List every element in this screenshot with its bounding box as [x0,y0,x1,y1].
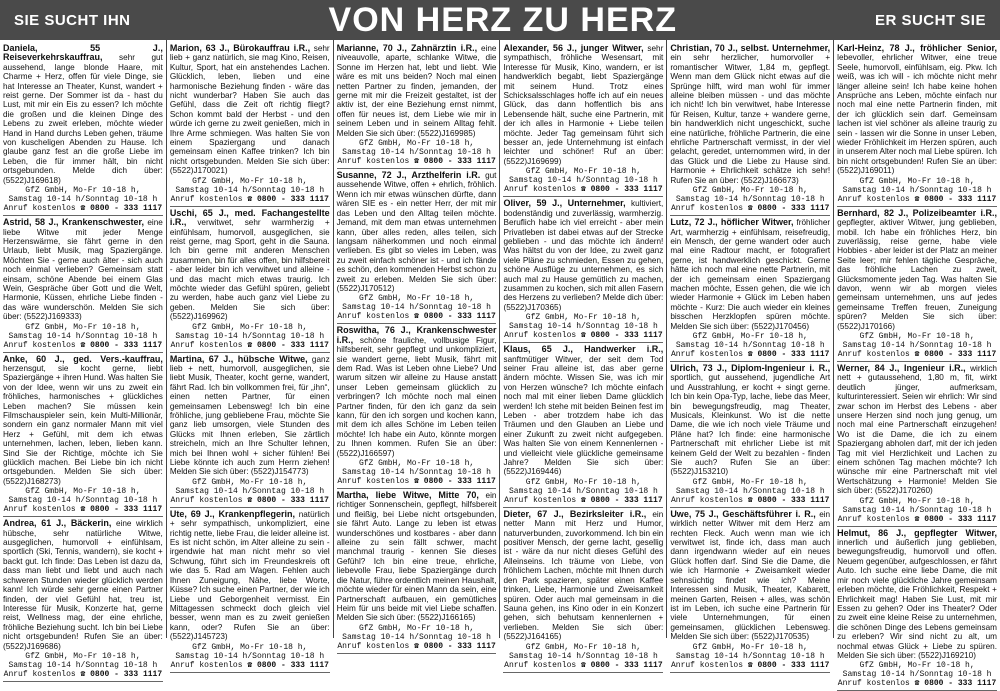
kostenlos-label: kostenlos [366,157,410,167]
ad-heading: Werner, 84 J., Ingenieur i.R., [837,362,966,373]
anruf-label: Anruf [837,514,862,524]
contact-phone-line [837,195,997,204]
contact-hours: Samstag 10-14 h/Sonntag 10-18 h [175,331,325,341]
ad-heading: Susanne, 72 J., Arzthelferin i.R. [336,170,481,181]
ad-text: eine niveauvolle, aparte, schlanke Witwe, die Sonne im Herzen hat, lebt und liebt. Wie wäre es mit uns beiden? Noch mal einen netten Partner zu finden, jemanden, der gerne mit mir die Freizeit gestaltet, ist der aktiv ist, der eine Beziehung ernst nimmt, offen für neues ist, dem Liebe wie mir in seinem Leben und in seinem Alltag fehlt. Melden Sie sich über: (5522)J169985) [336,44,497,138]
anruf-label: Anruf [670,204,695,214]
personal-ad [337,489,497,654]
contact-block [503,313,663,340]
contact-phone-line [503,185,663,194]
kostenlos-label: kostenlos [532,331,577,341]
contact-line: GfZ GmbH, Mo-Fr 10-18 h, [525,477,641,487]
kostenlos-label: kostenlos [532,660,577,670]
personal-ad [503,508,663,673]
contact-line: GfZ GmbH, Mo-Fr 10-18 h, [692,642,808,652]
contact-line: GfZ GmbH, Mo-Fr 10-18 h, [692,477,808,487]
phone-number[interactable]: ☎ 0800 - 333 1117 [247,340,329,350]
anruf-label: Anruf [670,349,695,359]
contact-hours: Samstag 10-14 h/Sonntag 10-18 h [342,632,491,642]
phone-number[interactable]: ☎ 0800 - 333 1117 [581,495,663,505]
contact-hours: Samstag 10-14 h/Sonntag 10-18 h [508,486,658,496]
contact-hours: Samstag 10-14 h/Sonntag 10-18 h [342,303,491,313]
contact-phone-line [670,204,830,213]
phone-number[interactable]: ☎ 0800 - 333 1117 [581,331,663,341]
kostenlos-label: kostenlos [699,495,744,505]
ad-heading: Uwe, 75 J., Geschäftsführer i. R., [670,508,816,519]
kostenlos-label: kostenlos [366,477,410,487]
contact-hours: Samstag 10-14 h/Sonntag 10-18 h [508,322,658,332]
ad-heading: Bernhard, 82 J., Polizeibeamter i.R., [837,207,997,218]
contact-hours: Samstag 10-14 h/Sonntag 10-18 h [8,496,158,506]
personal-ad [837,42,997,207]
ad-heading: Marion, 63 J., Bürokauffrau i.R., [169,43,311,53]
personal-ad [337,42,497,169]
contact-block [670,478,830,505]
contact-line: GfZ GmbH, Mo-Fr 10-18 h, [358,294,475,304]
phone-number[interactable]: ☎ 0800 - 333 1117 [747,495,830,505]
contact-phone-line [670,661,830,670]
personal-ad [3,42,163,216]
contact-phone-line [837,515,997,524]
page-title: VON HERZ ZU HERZ [328,1,677,39]
phone-number[interactable]: ☎ 0800 - 333 1117 [914,514,997,524]
contact-block [503,167,663,194]
personal-ad [670,508,830,673]
contact-phone-line [3,670,163,679]
contact-line: GfZ GmbH, Mo-Fr 10-18 h, [192,642,308,652]
anruf-label: Anruf [3,204,28,214]
contact-hours: Samstag 10-14 h/Sonntag 10-18 h [675,195,825,205]
ad-text: ein richtiger Sonnenschein, gepflegt, hilfsbereit und fleißig, bei Liebe nicht ortsgebunden, sie fährt Auto. Lange zu leben ist etwas wunderschönes und kostbares - aber dann alleine zu sein fällt schwer, macht manchmal traurig - kennen Sie dieses Gefühl? Ich bin eine treue, ehrliche, liebevolle Frau, liebe Spaziergänge durch die Natur, führe ordentlich meinen Haushalt, möchte wieder für einen Mann da sein, eine Partnerschaft aufbauen, ein gemütliches Heim für uns beide mit viel Liebe schaffen. Melden Sie sich über: (5522)J166165) [336,491,497,623]
ad-heading: Anke, 60 J., ged. Vers.-kauffrau, [3,353,163,364]
personal-ad [837,527,997,691]
contact-phone-line [3,505,163,514]
ad-text: eine wirklich hübsche, sehr natürliche Witwe, ausgeglichen, humorvoll + einfühlsam, sportlich (Ski, Tennis, wandern), sie kocht + backt gut. Ich finde: Das Leben ist dazu da, dass man liebt und liebt und auch nach schweren Stunden wieder glücklich werden kann! Ich würde sehr gerne einen Partner finden, der viel Gefühl hat, treu ist, Interesse für Musik, Konzerte hat, gerne reist, Wellness mag, der eine ehrliche, fröhliche Beziehung sucht. Ich bin bei Liebe nicht ortsgebunden! Rufen Sie an über: (5522)J169686) [3,519,163,651]
contact-line: GfZ GmbH, Mo-Fr 10-18 h, [692,331,808,341]
contact-line: GfZ GmbH, Mo-Fr 10-18 h, [859,661,975,671]
ad-text: wirklich nett + gutaussehend, 1,80 m, fit, wirkt deutlich jünger, aufmerksam, kulturinteressiert. Seien wir ehrlich: Wir sind zwar schon im Herbst des Lebens - aber unsere Herzen sind noch jung genug, um noch mal eine Partnerschaft einzugehen! Wo ist die Dame, die ich zu einem Spaziergang abholen darf, mit der ich jeden Tag mit viel Herzlichkeit und Lachen zu einem schönen Tag machen möchte? Ich wünsche mir eine Partnerschaft mit viel Wertschätzung + Harmonie! Melden Sie sich über: (5522)J170260) [837,363,997,496]
contact-phone-line [837,350,997,359]
anruf-label: Anruf [337,641,362,651]
phone-number[interactable]: ☎ 0800 - 333 1117 [247,660,329,670]
ad-text: sanftmütiger Witwer, der seit dem Tod seiner Frau alleine ist, das aber gerne ändern möchte. Wissen Sie, was ich mir von Herzen wünsche? Ich möchte einfach noch mal mit einer lieben Dame glücklich werden! Ich stehe mit beiden Beinen fest im Leben - aber trotzdem habe ich das Träumen und den Glauben an Liebe und einer Zukunft zu zweit nicht aufgegeben. Was halten Sie von einem Kennenlernen - und vielleicht viele glückliche gemeinsame Jahre? Melden Sie sich über: (5522)J169446) [503,354,664,477]
ad-text: eine liebe Witwe mit jeder Menge Herzenswärme, sie fährt gerne in den Urlaub, liebt Musik, mag Spaziergänge. Möchten Sie - gerne auch älter - sich auch noch einmal verlieben? Gemeinsam statt einsam, schöne Abende bei einem Glas Wein, Gespräche über Gott und die Welt, Harmonie, Küssen, ehrliche Liebe finden - das wäre wunderschön. Melden Sie sich über: (5522)J169333) [3,218,163,322]
ad-column [667,40,834,670]
ad-text: innerlich und äußerlich jung geblieben, bewegungsfreudig, humorvoll und offen. Neuem gegenüber, aufgeschlossen, er fährt Auto. Ich suche eine liebe Dame, die mit mir noch viele glückliche Jahre gemeinsam erleben möchte, die Fröhlichkeit, Respekt + Ehrlichkeit mag! Haben Sie Lust, mit mir Essen zu gehen? Oder ins Theater? Oder zu zweit eine kleine Reise zu unternehmen, die schönen Dinge des Lebens gemeinsam zu erleben? Wir sind nicht zu alt, um nochmal etwas Glück + Liebe zu spüren. Melden Sie sich über: (5522)J169210) [837,538,997,660]
personal-ad [837,207,997,362]
ad-text: kultiviert, bodenständig und zuverlässig, warmherzig. Beruflich habe ich viel erreicht - aber mein Privatleben ist dabei etwas auf der Strecke geblieben - und das möchte ich ändern! Was hältst du von der Idee, zu zweit ganz viele Pläne zu schmieden, Essen zu gehen, schöne Ausflüge zu unternehmen, es sich auch mal zu Hause gemütlich zu machen, zusammen zu kochen, sich mit allen Fasern des Herzens zu verlieben? Melde dich über: (5522)J170365) [503,199,664,312]
contact-hours: Samstag 10-14 h/Sonntag 10-18 h [8,331,158,341]
ad-heading: Ute, 69 J., Krankenpflegerin, [169,508,296,519]
contact-line: GfZ GmbH, Mo-Fr 10-18 h, [358,623,475,633]
anruf-label: Anruf [504,660,529,670]
personal-ad [503,42,663,197]
personal-ad [837,362,997,527]
anruf-label: Anruf [170,194,195,204]
ad-heading: Christian, 70 J., selbst. Unternehmer, [670,43,831,53]
personal-ad [3,517,163,682]
anruf-label: Anruf [837,349,862,359]
kostenlos-label: kostenlos [866,514,910,524]
ad-heading: Roswitha, 76 J., Krankenschwester i.R., [336,325,497,345]
contact-phone-line [337,477,497,486]
contact-hours: Samstag 10-14 h/Sonntag 10-18 h [842,340,992,350]
contact-phone-line [3,204,163,213]
kostenlos-label: kostenlos [866,349,910,359]
anruf-label: Anruf [337,312,362,322]
ad-column [167,40,334,670]
contact-block [170,643,330,670]
personal-ad [503,343,663,508]
ad-text: natürlich + sehr sympathisch, unkompliziert, eine richtig nette, liebe Frau, die leider alleine ist. Es ist nicht schön, im Alter alleine zu sein - irgendwie hat man nicht mehr so viel Schwung, führt sich im Freundeskreis oft wie das 5. Rad am Wagen. Fehlen auch Ihnen Zuneigung, Nähe, liebe Worte, Küsse? Ich suche einen Partner, der wie ich Liebe und Geborgenheit vermisst. Ein Mittagessen schmeckt doch gleich viel besser, wenn man es zu zweit genießen kann, oder? Rufen Sie an über: (5522)J145723) [169,509,330,642]
phone-number[interactable]: ☎ 0800 - 333 1117 [414,157,496,167]
personal-ad [337,169,497,324]
contact-block [670,332,830,359]
personal-ad [170,207,330,353]
ad-heading: Martha, liebe Witwe, Mitte 70, [336,490,479,501]
contact-block [670,186,830,213]
ad-text: fröhlicher Art, warmherzig + einfühlsam, reisefreudig, ein Mensch, der gerne wandert oder auch mal eine Radtour macht, er fotografiert gerne, ist handwerklich geschickt. Gerne hätte ich noch mal eine nette Partnerin, mit der ich gemeinsam einen Spaziergang machen möchte, Essen gehen, die wie ich wieder Harmonie + Glück im Leben haben möchte - Kurz: Die auch wieder ein kleines bisschen Herzklopfen spüren möchte. Melden Sie sich über: (5522)J170456) [670,218,831,331]
contact-line: GfZ GmbH, Mo-Fr 10-18 h, [859,176,975,186]
ad-text: sehr gut aussehend, lange blonde Haare, mit Charme + Herz, offen für viele Dinge, sie hat Interesse an Theater, Kunst, wandert + reist gerne. Der Sommer ist da - hast du Lust, mit mir ein Eis zu essen? Ich möchte die großen und die kleinen Dinge des Lebens zu zweit erleben, möchte wieder Hand in Hand durchs Leben gehen, träume von kuscheligen Abenden zu Hause. Ich glaube ganz fest an die große Liebe im Leben, die für immer hält, bin nicht ortsgebunden. Melde dich über: (5522)J169618) [3,53,163,185]
anruf-label: Anruf [170,660,195,670]
personal-ad [170,508,330,673]
anruf-label: Anruf [837,679,862,689]
ad-column [834,40,1000,689]
phone-number[interactable]: ☎ 0800 - 333 1117 [747,660,830,670]
kostenlos-label: kostenlos [366,312,410,322]
phone-number[interactable]: ☎ 0800 - 333 1117 [247,495,329,505]
contact-hours: Samstag 10-14 h/Sonntag 10-18 h [175,486,325,496]
phone-number[interactable]: ☎ 0800 - 333 1117 [414,312,496,322]
contact-phone-line [170,341,330,350]
contact-phone-line [503,496,663,505]
contact-hours: Samstag 10-14 h/Sonntag 10-18 h [675,651,825,661]
personal-ad [337,324,497,489]
ad-text: sehr sympathisch, fröhliche Wesensart, mit Interesse für Musik, Kino, wandern, er ist handwerklich begabt, liebt Spaziergänge mit seinem Hund. Trotz eines Schicksalsschlages hoffe ich auf ein neues Glück, das dann hoffentlich bis ans Lebensende hält, suche eine Partnerin, mit der ich alles in Harmonie + Liebe teilen möchte. Jeder Tag gemeinsam führt sich besser an, jede Unternehmung ist einfach leichter und schöner! Ruf an über: (5522)J169699) [503,44,664,166]
contact-block [3,652,163,679]
contact-hours: Samstag 10-14 h/Sonntag 10-18 h [842,185,992,195]
contact-phone-line [670,496,830,505]
ad-text: herzensgut, sie kocht gerne, liebt Spaziergänge + ihren Hund. Was halten Sie von der Idee, wenn wir uns zu zweit ein fröhliches, harmonisches + glückliches Leben machen? Sie müssen kein Filmschauspieler sein, kein Multi-Millionär, sondern ein ganz normaler Mann mit viel Herz + Gefühl, mit dem ich etwas unternehmen, lachen, leben, lieben kann. Sind Sie der Richtige, möchte ich Sie glücklich machen. Bei Liebe bin ich nicht ortsgebunden. Melden Sie sich über: (5522)J168273) [3,363,163,486]
contact-line: GfZ GmbH, Mo-Fr 10-18 h, [358,459,475,469]
anruf-label: Anruf [170,340,195,350]
ad-heading: Dieter, 67 J., Bezirksleiter i.R., [503,508,647,519]
contact-block [337,139,497,166]
contact-hours: Samstag 10-14 h/Sonntag 10-18 h [508,176,658,186]
contact-line: GfZ GmbH, Mo-Fr 10-18 h, [525,313,641,323]
kostenlos-label: kostenlos [199,660,243,670]
anruf-label: Anruf [504,185,529,195]
anruf-label: Anruf [3,340,28,350]
anruf-label: Anruf [3,669,28,679]
phone-number[interactable]: ☎ 0800 - 333 1117 [80,669,163,679]
ad-text: ein netter Mann mit Herz und Humor, naturverbunden, zuvorkommend. Ich bin ein positiver Mensch, der gerne lacht, gesellig ist - wäre da nur nicht dieses Gefühl des Alleinseins. Ich träume von Liebe, von fröhlichem Lachen, möchte mit Ihnen durch den Park spazieren, später einen Kaffee trinken, Liebe, Harmonie und Zweisamkeit spüren. Oder auch mal gemeinsam in die Sauna gehen, ins Kino oder in ein Konzert gehen, sich behutsam kennenlernen + verlieben. Melden Sie sich über: (5522)J164165) [503,509,664,642]
contact-block [337,294,497,321]
kostenlos-label: kostenlos [199,194,243,204]
contact-block [670,643,830,670]
ad-text: ein sehr herzlicher, humorvoller + romantischer Witwer, 1,84 m, gepflegt. Wenn man dem Glück nicht etwas auf die Sprünge hilft, wird man wohl für immer alleine bleiben müssen - und das möchte ich nicht! Ich bin verwitwet, habe Interesse für Reisen, Kultur, tanze + wandere gerne, bin handwerklich nicht ungeschickt, suche eine natürliche, fröhliche Partnerin, die eine ehrliche Partnerschaft vermisst, in der viel gelacht, geredet, unternommen wird, in der das Glück und die Liebe zu Hause sind. Harmonie + Ehrlichkeit schätze ich sehr! Rufen Sie an über: (5522)J166673) [670,53,831,185]
anruf-label: Anruf [337,477,362,487]
contact-hours: Samstag 10-14 h/Sonntag 10-18 h [175,651,325,661]
contact-hours: Samstag 10-14 h/Sonntag 10-18 h [842,670,992,680]
personal-ad [670,42,830,216]
contact-hours: Samstag 10-14 h/Sonntag 10-18 h [508,651,658,661]
ad-text: lebevoller, ehrlicher Witwer, eine treue Seele, humorvoll, einfühlsam, eig. Pkw. Ich weiß, was ich will - ich möchte nicht mehr länger alleine sein! Ich habe keine hohen Ansprüche ans Leben, möchte einfach nur noch mal eine nette Partnerin finden, mit der ich glücklich sein darf. Gemeinsam lachen ist viel schöner als alleine traurig zu sein - lassen wir die Sonne in unser Leben, wieder Fröhlichkeit im Herzen spüren, auch in unserem Alter noch mal Liebe spüren. Ich bin nicht ortsgebunden! Rufen Sie an über: (5522)J169011) [837,53,997,176]
ad-heading: Marianne, 70 J., Zahnärztin i.R., [336,43,478,53]
ad-text: schöne frauliche, vollbusige Figur, hilfsbereit, sehr gepflegt und unkompliziert, sie wandert gerne, liebt Musik, fährt mit dem Rad. Was ist Leben ohne Liebe? Und warum sitzen wir alleine zu Hause anstatt unser Leben gemeinsam glücklich zu verbringen? Ich möchte noch mal einen Partner finden, für den ich ganz da sein kann, für den ich sorgen und kochen kann, mit dem ich alles Schöne im Leben teilen möchte! Ich habe ein Auto, könnte morgen zu Ihnen kommen. Rufen Sie an über: (5522)J166597) [336,335,497,458]
contact-phone-line [337,157,497,166]
section-label-left: SIE SUCHT IHN [14,11,131,29]
anruf-label: Anruf [3,505,28,515]
contact-block [3,323,163,350]
contact-block [337,624,497,651]
header-banner [0,0,1000,40]
contact-hours: Samstag 10-14 h/Sonntag 10-18 h [175,185,325,195]
contact-block [3,487,163,514]
contact-phone-line [170,195,330,204]
kostenlos-label: kostenlos [199,340,243,350]
personal-ad [670,216,830,362]
ad-text: sportlich, gut aussehend, jugendliche Art und Ausstrahlung, er kocht + singt gerne. Ich bin kein Opa-Typ, lache, liebe das Meer, bin bewegungsfreudig, mag Theater, Musicals, Kleinkunst. Wo ist die nette Dame, die wie ich noch viele Träume und Pläne hat? Ich finde: eine harmonische Partnerschaft mit ehrlicher Liebe ist mit keinem Geld der Welt zu bezahlen - finden Sie auch? Rufen Sie an über: (5522)J153210) [670,373,831,477]
contact-hours: Samstag 10-14 h/Sonntag 10-18 h [8,660,158,670]
anruf-label: Anruf [504,495,529,505]
anruf-label: Anruf [504,331,529,341]
contact-line: GfZ GmbH, Mo-Fr 10-18 h, [358,139,475,149]
kostenlos-label: kostenlos [32,505,76,515]
contact-hours: Samstag 10-14 h/Sonntag 10-18 h [342,468,491,478]
kostenlos-label: kostenlos [699,204,744,214]
contact-line: GfZ GmbH, Mo-Fr 10-18 h, [25,322,141,332]
anruf-label: Anruf [670,660,695,670]
kostenlos-label: kostenlos [532,185,577,195]
phone-number[interactable]: ☎ 0800 - 333 1117 [247,194,329,204]
ad-heading: Lutz, 72 J., höflicher Witwer, [670,217,794,228]
personal-ad [170,42,330,207]
section-label-right: ER SUCHT SIE [874,11,986,29]
ad-heading: Daniela, 55 J., Reiseverkehrskauffrau, [3,43,163,63]
contact-phone-line [503,661,663,670]
ad-heading: Martina, 67 J., hübsche Witwe, [169,353,308,364]
phone-number[interactable]: ☎ 0800 - 333 1117 [914,679,997,689]
kostenlos-label: kostenlos [32,340,76,350]
contact-line: GfZ GmbH, Mo-Fr 10-18 h, [692,186,808,196]
contact-line: GfZ GmbH, Mo-Fr 10-18 h, [192,322,308,332]
kostenlos-label: kostenlos [866,194,910,204]
contact-block [170,478,330,505]
personal-ad [170,353,330,508]
anruf-label: Anruf [170,495,195,505]
ad-column [334,40,501,651]
personal-ad [3,353,163,518]
kostenlos-label: kostenlos [366,641,410,651]
contact-block [503,478,663,505]
contact-phone-line [170,496,330,505]
phone-number[interactable]: ☎ 0800 - 333 1117 [80,340,163,350]
contact-phone-line [3,341,163,350]
kostenlos-label: kostenlos [199,495,243,505]
contact-line: GfZ GmbH, Mo-Fr 10-18 h, [859,331,975,341]
ad-heading: Klaus, 65 J., Handwerker i.R., [503,344,664,355]
phone-number[interactable]: ☎ 0800 - 333 1117 [414,641,496,651]
phone-number[interactable]: ☎ 0800 - 333 1117 [747,349,830,359]
contact-block [170,323,330,350]
contact-block [3,186,163,213]
contact-phone-line [337,312,497,321]
contact-phone-line [503,331,663,340]
personal-ad [3,216,163,352]
ad-heading: Karl-Heinz, 78 J., fröhlicher Senior, [837,43,997,53]
ad-text: ganz lieb + nett, humorvoll, ausgeglichen, sie liebt Musik, Theater, kocht gerne, wandert, fährt Rad. Ich bin vollkommen frei, für „ihn“, einen netten Partner, für einen gemeinsamen Lebensweg! Ich bin eine fröhliche, jung gebliebene Frau, möchte Sie ganz lieb umsorgen, viele Stunden des Glücks mit Ihnen erleben, Sie zärtlich streicheln, mich an Ihre Schulter lehnen, mich bei Ihnen wohl + sicher fühlen! Bei Liebe könnte ich auch zum Herrn ziehen! Melden Sie sich über: (5522)J154773) [169,354,330,477]
contact-line: GfZ GmbH, Mo-Fr 10-18 h, [25,487,141,497]
contact-hours: Samstag 10-14 h/Sonntag 10-18 h [675,340,825,350]
ad-heading: Alexander, 56 J., junger Witwer, [503,43,644,53]
ad-column [500,40,667,670]
contact-block [837,661,997,688]
contact-line: GfZ GmbH, Mo-Fr 10-18 h, [859,496,975,506]
ad-text: gepflegter, aktiver Witwer, jung geblieben, mobil. Ich habe ein fröhliches Herz, bin zuverlässig, reise gerne, habe viele Hobbies - aber leider ist der Platz an meiner Seite leer; mir fehlen tägliche Gespräche, das fröhliche Lachen zu zweit, Glücksmomente jeden Tag. Was halten Sie davon, wenn wir ab morgen vieles gemeinsam unternehmen, uns auf jedes gemeinsame Treffen freuen, Zuneigung spüren? Melden Sie sich über: (5522)J170166) [837,218,997,331]
ad-text: gut aussehende Witwe, offen + ehrlich, fröhlich. Wenn ich mir etwas wünschen dürfte, dann wären SIE es - ein netter Herr, der mit mir das Leben und den Alltag teilen möchte. Jemand, mit dem man etwas unternehmen kann, über alles reden, alles teilen, sich langsam näherkommen und noch einmal verlieben. Es gibt so vieles im Leben, was zu zweit einfach schöner ist - und ich fände es schön, den kommenden Herbst schon zu zweit zu erleben. Melden Sie sich über: (5522)J170512) [336,171,497,293]
phone-number[interactable]: ☎ 0800 - 333 1117 [581,660,663,670]
contact-block [170,177,330,204]
kostenlos-label: kostenlos [866,679,910,689]
contact-phone-line [837,679,997,688]
ad-heading: Uschi, 65 J., med. Fachangestellte i.R., [169,207,330,228]
contact-line: GfZ GmbH, Mo-Fr 10-18 h, [25,651,141,661]
contact-phone-line [337,642,497,651]
phone-number[interactable]: ☎ 0800 - 333 1117 [80,505,163,515]
contact-phone-line [670,350,830,359]
anruf-label: Anruf [670,495,695,505]
kostenlos-label: kostenlos [699,660,744,670]
kostenlos-label: kostenlos [532,495,577,505]
contact-phone-line [170,661,330,670]
phone-number[interactable]: ☎ 0800 - 333 1117 [914,349,997,359]
ad-text: ein wirklich netter Witwer mit dem Herz am rechten Fleck. Auch wenn man wie ich verwitwet ist, finde ich, dass man auch dann irgendwann wieder auf ein neues Glück hoffen darf. Sind Sie die Dame, die wie ich Harmonie + Zweisamkeit wieder sehnsüchtig findet wie ich? Meine Interessen sind Musik, Theater, Kabarett, meinen Garten, Reisen + alles, was schön ist im Leben, ich suche eine Partnerin für viele Unternehmungen, für einen gemeinsamen, glücklichen Lebensweg. Melden Sie sich über: (5522)J170535) [670,509,831,642]
contact-block [337,459,497,486]
contact-block [837,497,997,524]
contact-line: GfZ GmbH, Mo-Fr 10-18 h, [192,477,308,487]
kostenlos-label: kostenlos [32,204,76,214]
ad-heading: Helmut, 86 J., gepflegter Witwer, [837,527,997,538]
contact-line: GfZ GmbH, Mo-Fr 10-18 h, [525,167,641,177]
contact-line: GfZ GmbH, Mo-Fr 10-18 h, [192,176,308,186]
contact-block [837,177,997,204]
ad-text: sehr lieb + ganz natürlich, sie mag Kino, Reisen, Kultur, Sport, hat ein anstehendes Lachen. Glücklich, leben, lieben und eine harmonische Beziehung finden - wäre das nicht wunderbar? Haben Sie auch das Gefühl, dass die Zeit oft richtig fliegt? Schon kommt bald der Herbst - und den würde ich gerne zu zweit genießen, mich in Ihre Arme schmiegen. Was halten Sie von einem Spaziergang und danach gemeinsam einen Kaffee trinken? Ich bin nicht ortsgebunden. Melden Sie sich über: (5522)J170021) [169,44,330,176]
phone-number[interactable]: ☎ 0800 - 333 1117 [747,204,830,214]
contact-hours: Samstag 10-14 h/Sonntag 10-18 h [675,486,825,496]
kostenlos-label: kostenlos [32,669,76,679]
ad-text: verwitwet, sehr warmherzig + einfühlsam, humorvoll, ausgeglichen, sie reist gerne, mag Sport, geht in die Sauna. Ich bin gerne mit anderen Menschen zusammen, bin für alles offen, bin hilfsbereit - aber leider bin ich verwitwet und alleine - und das macht mich etwas traurig. Ich möchte wieder das Gefühl spüren, geliebt zu werden, habe auch ganz viel Liebe zu geben. Melden Sie sich über: (5522)J169962) [169,218,330,322]
ads-columns [0,40,1000,689]
phone-number[interactable]: ☎ 0800 - 333 1117 [914,194,997,204]
personal-ad [670,362,830,508]
contact-hours: Samstag 10-14 h/Sonntag 10-18 h [842,505,992,515]
phone-number[interactable]: ☎ 0800 - 333 1117 [414,477,496,487]
contact-hours: Samstag 10-14 h/Sonntag 10-18 h [342,148,491,158]
anruf-label: Anruf [837,194,862,204]
ad-heading: Andrea, 61 J., Bäckerin, [3,518,112,529]
contact-hours: Samstag 10-14 h/Sonntag 10-18 h [8,195,158,205]
anruf-label: Anruf [337,157,362,167]
kostenlos-label: kostenlos [699,349,744,359]
ad-heading: Ulrich, 73 J., Diplom-Ingenieur i. R., [670,362,831,373]
contact-block [837,332,997,359]
ad-heading: Astrid, 58 J., Krankenschwester, [3,217,145,228]
phone-number[interactable]: ☎ 0800 - 333 1117 [581,185,663,195]
contact-line: GfZ GmbH, Mo-Fr 10-18 h, [525,642,641,652]
ad-column [0,40,167,679]
contact-block [503,643,663,670]
personal-ad [503,197,663,343]
ad-heading: Oliver, 59 J., Unternehmer, [503,198,626,209]
phone-number[interactable]: ☎ 0800 - 333 1117 [80,204,163,214]
contact-line: GfZ GmbH, Mo-Fr 10-18 h, [25,186,141,196]
